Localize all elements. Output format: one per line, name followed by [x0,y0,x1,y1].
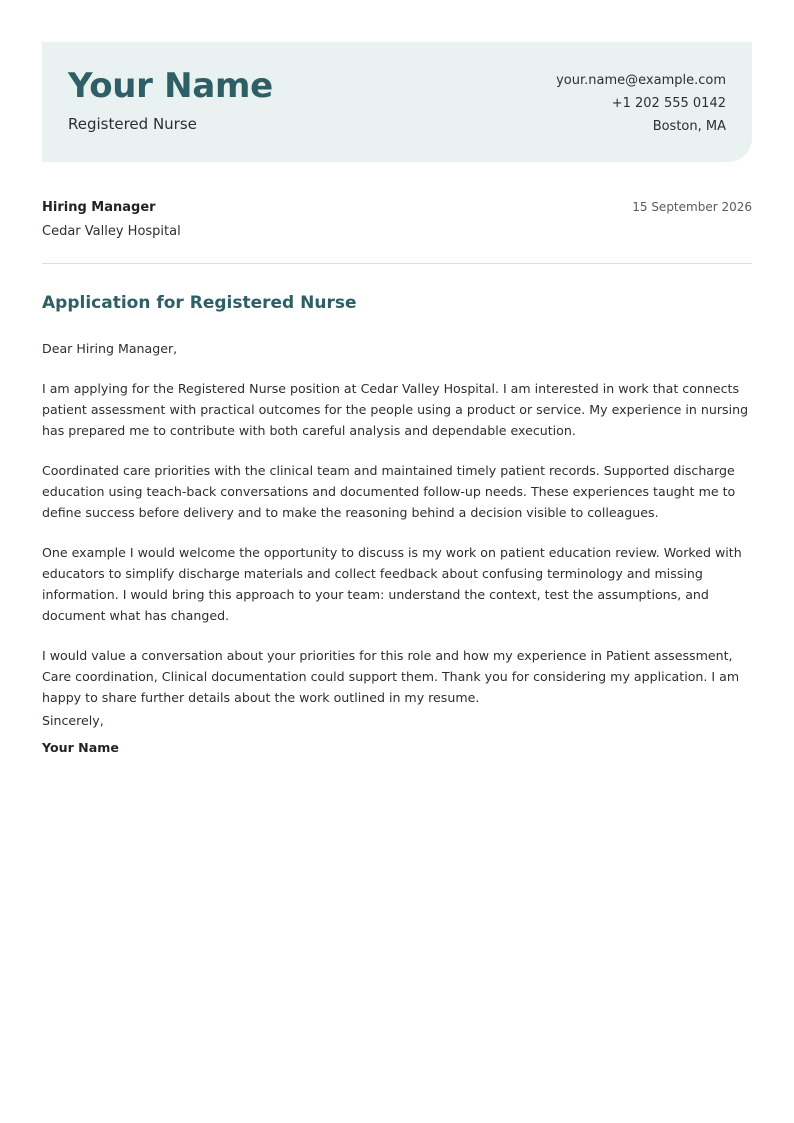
recipient-organization: Cedar Valley Hospital [42,224,181,239]
location-text: Boston, MA [652,119,726,134]
letter-paragraph: One example I would welcome the opportunity to discuss is my work on patient education review. Worked with educators to simplify discharge materials and collect feedback about confusing terminology and missing information. I would bring this approach to your team: understand the context, test the assumptions, and document what has changed. [42,545,742,623]
letter-paragraph: I am applying for the Registered Nurse position at Cedar Valley Hospital. I am interested in work that connects patient assessment with practical outcomes for the people using a product or service. My experience in nursing has prepared me to contribute with both careful analysis and dependable execution. [42,381,749,438]
applicant-name: Your Name [68,66,273,106]
letter-date: 15 September 2026 [632,200,752,214]
recipient-name: Hiring Manager [42,200,156,215]
contact-block [556,69,726,138]
letter-greeting: Dear Hiring Manager, [42,341,178,356]
section-divider [42,263,752,264]
letter-body [42,338,754,727]
letter-subject: Application for Registered Nurse [42,293,357,313]
applicant-role: Registered Nurse [68,115,197,133]
phone-text: +1 202 555 0142 [611,96,726,111]
letter-paragraph: Coordinated care priorities with the clinical team and maintained timely patient records. Supported discharge education using teach-back conversations and documented follow-up needs. These experiences taught me to define success before delivery and to make the reasoning behind a decision visible to colleagues. [42,463,736,520]
letter-signature: Your Name [42,740,119,755]
letter-header [42,42,752,162]
email-text: your.name@example.com [556,73,726,88]
letter-paragraph: I would value a conversation about your priorities for this role and how my experience in Patient assessment, Care coordination, Clinical documentation could support them. Thank you for considering my application. I am happy to share further details about the work outlined in my resume. [42,648,740,705]
letter-closing: Sincerely, [42,713,104,728]
